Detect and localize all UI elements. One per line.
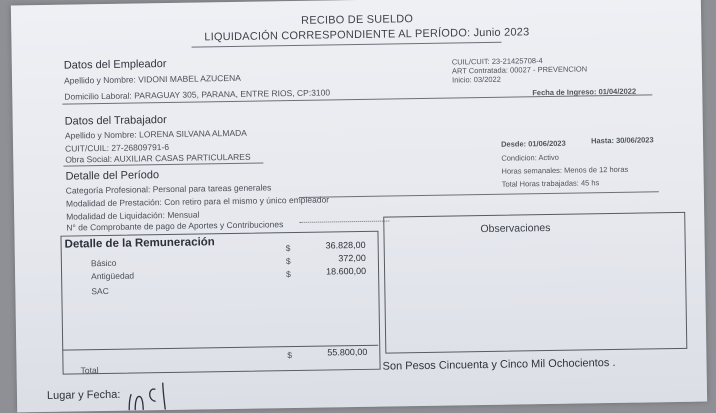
weekly-hours: Horas semanales: Menos de 12 horas [501, 164, 629, 176]
receipt-period-title: LIQUIDACIÓN CORRESPONDIENTE AL PERÍODO: Junio 2023 [204, 26, 530, 44]
currency-sign: $ [285, 256, 291, 267]
voucher-blank-line [299, 221, 389, 223]
place-date-label: Lugar y Fecha: [46, 388, 121, 402]
item-amount-sac: 18.600,00 [325, 265, 367, 277]
item-amount-basic: 36.828,00 [325, 239, 366, 251]
currency-sign: $ [285, 243, 291, 254]
employer-art: ART Contratada: 00027 - PREVENCION [451, 64, 588, 76]
period-liquidation: Modalidad de Liquidación: Mensual [66, 209, 200, 222]
period-from: Desde: 01/06/2023 [501, 138, 566, 149]
worker-social-security: Obra Social: AUXILIAR CASAS PARTICULARES [65, 151, 251, 165]
payment-voucher-label: N° de Comprobante de pago de Aportes y Contribuciones [66, 219, 284, 233]
worker-cuil: CUIT/CUIL: 27-26809791-6 [65, 141, 170, 154]
remuneration-heading: Detalle de la Remuneración [64, 236, 215, 251]
handwritten-signature [125, 377, 178, 412]
employer-name: Apellido y Nombre: VIDONI MABEL AZUCENA [63, 72, 241, 86]
period-category: Categoría Profesional: Personal para tareas generales [65, 182, 272, 196]
period-heading: Detalle del Período [65, 169, 160, 183]
worker-condition: Condicion: Activo [501, 152, 559, 163]
amount-in-words: Son Pesos Cincuenta y Cinco Mil Ochocientos . [382, 356, 616, 373]
total-amount: 55.800,00 [327, 346, 368, 358]
item-label-sac: SAC [91, 285, 109, 297]
total-hours: Total Horas trabajadas: 45 hs [501, 178, 600, 189]
worker-name: Apellido y Nombre: LORENA SILVANA ALMADA [64, 127, 248, 141]
employer-start: Inicio: 03/2022 [452, 74, 501, 85]
pay-receipt-sheet [11, 0, 707, 412]
observations-heading: Observaciones [480, 221, 551, 236]
item-amount-seniority: 372,00 [338, 252, 366, 264]
receipt-title: RECIBO DE SUELDO [301, 13, 414, 27]
employer-cuil: CUIL/CUIT: 23-21425708-4 [451, 56, 543, 67]
period-to: Hasta: 30/06/2023 [590, 135, 654, 146]
worker-heading: Datos del Trabajador [64, 114, 167, 128]
period-divider [299, 191, 659, 198]
period-modality: Modalidad de Prestación: Con retiro para el mismo y único empleador [65, 194, 330, 209]
employer-heading: Datos del Empleador [63, 58, 167, 72]
currency-sign: $ [286, 269, 291, 280]
hire-date: Fecha de Ingreso: 01/04/2022 [532, 86, 637, 98]
currency-sign: $ [287, 350, 293, 361]
item-label-basic: Básico [90, 257, 117, 269]
item-label-seniority: Antigüedad [91, 270, 135, 282]
employer-address: Domicilio Laboral: PARAGUAY 305, PARANA, ENTRE RIOS, CP:3100 [64, 87, 331, 102]
total-label: Total [80, 365, 99, 376]
